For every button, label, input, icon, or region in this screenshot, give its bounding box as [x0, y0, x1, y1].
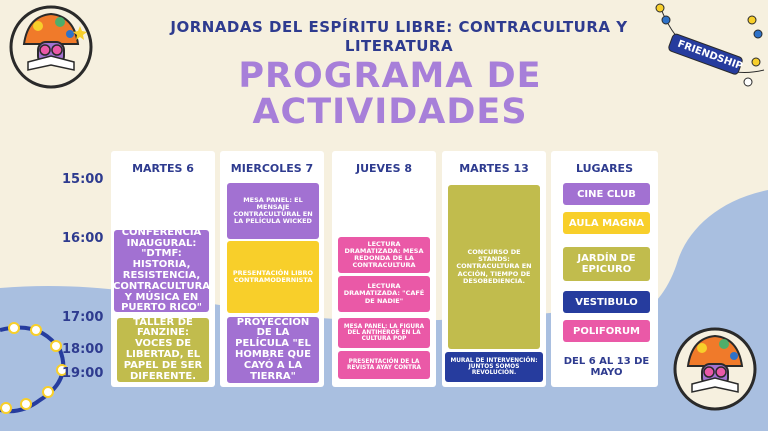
- schedule-event[interactable]: TALLER DE FANZINE: VOCES DE LIBERTAD, EL PAPEL DE SER DIFERENTE.: [117, 318, 209, 382]
- schedule-event[interactable]: PROYECCIÓN DE LA PELÍCULA "EL HOMBRE QUE CAYÓ A LA TIERRA": [227, 317, 319, 383]
- places-column: [551, 151, 658, 387]
- day-header: MARTES 13: [459, 162, 529, 175]
- schedule-event[interactable]: CONCURSO DE STANDS: CONTRACULTURA EN ACCIÓN, TIEMPO DE DESOBEDIENCIA.: [448, 185, 540, 349]
- place-item: JARDÍN DE EPICURO: [563, 247, 650, 281]
- day-column-martes-6: [111, 151, 215, 387]
- schedule-event[interactable]: CONFERENCIA INAUGURAL: "DTMF: HISTORIA, RESISTENCIA, CONTRACULTURA Y MÚSICA EN PUERTO RICO": [112, 226, 211, 314]
- day-column-miercoles-7: [220, 151, 324, 387]
- day-column-martes-13: [442, 151, 546, 387]
- place-item: CINE CLUB: [563, 183, 650, 205]
- schedule-event[interactable]: PRESENTACIÓN DE LA REVISTA AYAY CONTRA: [338, 351, 430, 379]
- time-label: 16:00: [62, 231, 104, 246]
- page-title: PROGRAMA DE ACTIVIDADES: [238, 56, 542, 132]
- schedule-event[interactable]: LECTURA DRAMATIZADA: MESA REDONDA DE LA CONTRACULTURA: [338, 237, 430, 273]
- event-logo: [8, 4, 94, 90]
- schedule-event[interactable]: MESA PANEL: LA FIGURA DEL ANTIHÉROE EN LA CULTURA POP: [338, 318, 430, 348]
- place-item: AULA MAGNA: [563, 212, 650, 234]
- event-title: JORNADAS DEL ESPÍRITU LIBRE: CONTRACULTURA Y LITERATURA: [170, 18, 628, 55]
- date-range: DEL 6 AL 13 DE MAYO: [563, 356, 650, 378]
- place-item: POLIFORUM: [563, 320, 650, 342]
- day-header: MIERCOLES 7: [230, 162, 314, 175]
- day-header: MARTES 6: [132, 162, 194, 175]
- places-header: LUGARES: [576, 162, 633, 175]
- schedule-event[interactable]: PRESENTACIÓN LIBRO CONTRAMODERNISTA: [227, 241, 319, 313]
- schedule-event[interactable]: MURAL DE INTERVENCIÓN: JUNTOS SOMOS REVOLUCIÓN.: [445, 352, 543, 382]
- time-label: 17:00: [62, 310, 104, 325]
- place-item: VESTIBULO: [563, 291, 650, 313]
- schedule-event[interactable]: LECTURA DRAMATIZADA: "CAFÉ DE NADIE": [338, 276, 430, 312]
- time-label: 15:00: [62, 172, 104, 187]
- time-label: 18:00: [62, 342, 104, 357]
- time-label: 19:00: [62, 366, 104, 381]
- day-header: JUEVES 8: [356, 162, 412, 175]
- friendship-label: FRIENDSHIP: [675, 38, 745, 73]
- event-logo-bottom: [672, 326, 758, 412]
- schedule-event[interactable]: MESA PANEL: EL MENSAJE CONTRACULTURAL EN LA PELÍCULA WICKED: [227, 183, 319, 239]
- day-column-jueves-8: [332, 151, 436, 387]
